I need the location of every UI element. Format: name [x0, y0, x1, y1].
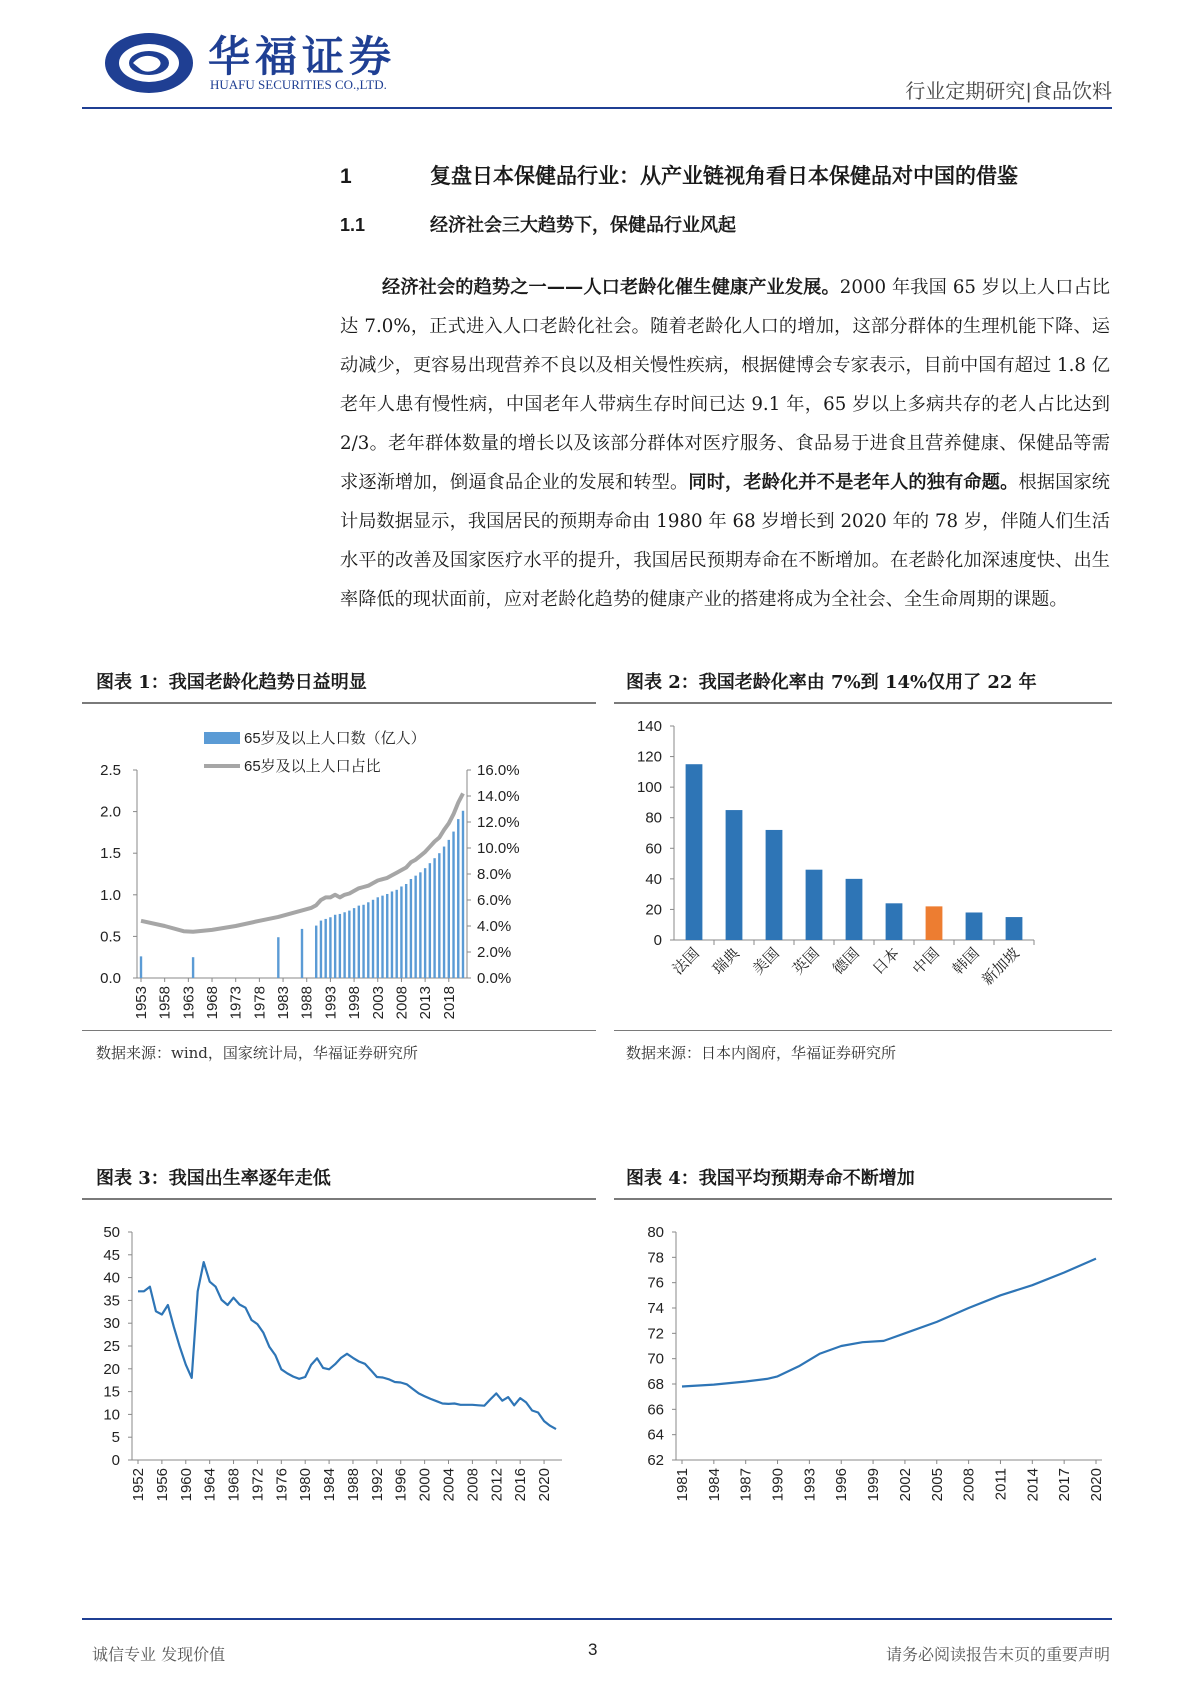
bar-8 [966, 912, 983, 940]
x-tick-label: 2004 [440, 1468, 458, 1502]
x-tick-label: 1972 [249, 1468, 267, 1502]
y-tick-label-left: 1.5 [100, 845, 121, 863]
x-tick-label: 德国 [829, 944, 863, 979]
x-tick-label: 1996 [392, 1468, 410, 1502]
legend-swatch-bars [204, 732, 240, 744]
page-header [0, 0, 1190, 115]
footer-disclaimer: 请务必阅读报告末页的重要声明 [885, 1645, 1110, 1664]
x-tick-label: 中国 [909, 944, 943, 979]
x-tick-label: 1983 [275, 986, 293, 1020]
y-tick-label: 5 [111, 1429, 120, 1447]
x-tick-label: 2002 [896, 1468, 914, 1502]
bar-7 [926, 906, 943, 940]
y-tick-label: 66 [647, 1401, 664, 1419]
x-tick-label: 1968 [204, 986, 222, 1020]
y-tick-label-left: 2.5 [100, 762, 121, 779]
footer-divider [82, 1618, 1112, 1620]
x-tick-label: 2011 [992, 1468, 1010, 1501]
bar-population-65plus [429, 863, 431, 978]
bar-population-65plus [353, 908, 355, 978]
x-tick-label: 新加坡 [978, 944, 1023, 989]
y-tick-label: 20 [645, 901, 662, 919]
figure-2-bottom-rule [614, 1030, 1112, 1031]
x-tick-label: 瑞典 [709, 944, 743, 979]
y-tick-label: 72 [647, 1325, 664, 1343]
bar-population-65plus [400, 886, 402, 978]
figure-3-top-rule [82, 1198, 596, 1200]
y-tick-label: 80 [645, 809, 662, 827]
y-tick-label-left: 0.0 [100, 970, 121, 987]
x-tick-label: 1953 [133, 986, 150, 1020]
data-line [138, 1262, 556, 1429]
x-tick-label: 日本 [869, 944, 903, 979]
bar-population-65plus [414, 876, 416, 978]
bar-population-65plus [329, 917, 331, 978]
bar-population-65plus [277, 937, 279, 978]
x-tick-label: 1993 [801, 1468, 819, 1502]
bar-population-65plus [405, 884, 407, 978]
bar-population-65plus [396, 890, 398, 978]
figure-3-chart [82, 1204, 596, 1574]
x-tick-label: 2020 [1088, 1468, 1105, 1502]
y-tick-label: 40 [103, 1269, 120, 1287]
bar-population-65plus [320, 921, 322, 978]
y-tick-label: 80 [647, 1224, 664, 1241]
x-tick-label: 1980 [297, 1468, 315, 1502]
x-tick-label: 1963 [180, 986, 198, 1020]
footer-slogan: 诚信专业 发现价值 [92, 1645, 226, 1664]
company-name-cn: 华福证券 [208, 32, 397, 81]
bar-population-65plus [386, 894, 388, 978]
bar-population-65plus [462, 811, 464, 978]
bar-population-65plus [419, 872, 421, 978]
bar-population-65plus [362, 905, 364, 978]
figure-1-bottom-rule [82, 1030, 596, 1031]
y-tick-label: 30 [103, 1315, 120, 1333]
y-tick-label: 140 [636, 718, 662, 735]
y-tick-label: 64 [647, 1426, 664, 1444]
bar-population-65plus [343, 912, 345, 978]
bar-population-65plus [448, 840, 450, 978]
bar-population-65plus [433, 858, 435, 978]
x-tick-label: 2005 [928, 1468, 946, 1502]
bar-population-65plus [339, 914, 341, 978]
x-tick-label: 1964 [201, 1468, 219, 1502]
bar-population-65plus [410, 879, 412, 978]
x-tick-label: 2014 [1024, 1468, 1042, 1502]
y-tick-label: 15 [103, 1383, 120, 1401]
y-tick-label: 120 [636, 748, 662, 766]
figure-3-title: 图表 3：我国出生率逐年走低 [96, 1168, 331, 1189]
x-tick-label: 1981 [674, 1468, 691, 1502]
figure-1-title: 图表 1：我国老龄化趋势日益明显 [96, 672, 367, 693]
bar-population-65plus [424, 868, 426, 978]
y-tick-label-left: 1.0 [100, 886, 121, 904]
y-tick-label: 25 [103, 1338, 120, 1355]
figure-1-chart [82, 708, 596, 1028]
bar-population-65plus [192, 957, 194, 978]
y-tick-label: 50 [103, 1224, 120, 1241]
y-tick-label-left: 0.5 [100, 928, 121, 946]
report-category: 行业定期研究|食品饮料 [905, 79, 1112, 103]
x-tick-label: 1988 [344, 1468, 362, 1502]
header-divider [82, 107, 1112, 109]
x-tick-label: 2020 [536, 1468, 554, 1502]
figure-4-chart [614, 1204, 1112, 1574]
x-tick-label: 韩国 [949, 944, 983, 979]
section-heading [340, 160, 1018, 190]
bar-3 [766, 830, 783, 940]
y-tick-label: 0 [653, 932, 662, 949]
paragraph-text-1: 2000 年我国 65 岁以上人口占比达 7.0%，正式进入人口老龄化社会。随着老龄化人口的增加，这部分群体的生理机能下降、运动减少，更容易出现营养不良以及相关慢性疾病，根据健博会专家表示，目前中国有超过 1.8 亿老年人患有慢性病，中国老年人带病生存时间已达 9.1 年，65 岁以上多病共存的老人占比达到 2/3。老年群体数量的增长以及该部分群体对医疗服务、食品易于进食且营养健康、保健品等需求逐渐增加，倒逼食品企业的发展和转型。 [340, 277, 1110, 493]
figure-2 [614, 664, 1112, 1064]
figure-1-source: 数据来源：wind，国家统计局，华福证券研究所 [96, 1044, 418, 1062]
y-tick-label-left: 2.0 [100, 803, 121, 821]
bar-population-65plus [377, 897, 379, 978]
bar-population-65plus [348, 911, 350, 978]
x-tick-label: 1968 [225, 1468, 243, 1502]
x-tick-label: 1999 [865, 1468, 883, 1502]
figure-1-top-rule [82, 702, 596, 704]
y-tick-label: 68 [647, 1376, 664, 1393]
x-tick-label: 2012 [488, 1468, 506, 1502]
x-tick-label: 2000 [416, 1468, 434, 1502]
x-tick-label: 1990 [769, 1468, 787, 1502]
y-tick-label-right: 8.0% [477, 866, 512, 883]
bar-1 [686, 764, 703, 940]
bar-9 [1006, 917, 1023, 940]
bar-population-65plus [381, 896, 383, 978]
section-title: 复盘日本保健品行业：从产业链视角看日本保健品对中国的借鉴 [430, 163, 1018, 188]
y-tick-label-right: 10.0% [477, 840, 520, 857]
figure-2-top-rule [614, 702, 1112, 704]
y-tick-label: 45 [103, 1246, 120, 1264]
y-tick-label: 62 [647, 1452, 664, 1469]
body-paragraph [340, 268, 1110, 619]
x-tick-label: 1984 [705, 1468, 723, 1502]
legend-label-bars: 65岁及以上人口数（亿人） [244, 730, 426, 747]
bar-population-65plus [140, 956, 142, 978]
page-number: 3 [588, 1640, 598, 1659]
x-tick-label: 1988 [298, 986, 316, 1020]
company-logo-icon [103, 30, 195, 96]
x-tick-label: 美国 [749, 944, 783, 979]
bar-population-65plus [452, 832, 454, 978]
x-tick-label: 2008 [960, 1468, 978, 1502]
x-tick-label: 2008 [464, 1468, 482, 1502]
data-line [682, 1259, 1096, 1387]
x-tick-label: 2003 [369, 986, 387, 1020]
x-tick-label: 1960 [177, 1468, 195, 1502]
x-tick-label: 1958 [156, 986, 174, 1020]
x-tick-label: 1987 [737, 1468, 755, 1502]
bar-population-65plus [372, 900, 374, 978]
x-tick-label: 1984 [321, 1468, 339, 1502]
x-tick-label: 法国 [669, 944, 703, 979]
x-tick-label: 1973 [227, 986, 245, 1020]
y-tick-label-right: 6.0% [477, 892, 512, 909]
bar-population-65plus [367, 902, 369, 978]
bar-4 [806, 870, 823, 940]
x-tick-label: 2008 [393, 986, 411, 1020]
paragraph-text-2: 根据国家统计局数据显示，我国居民的预期寿命由 1980 年 68 岁增长到 2020 年的 78 岁，伴随人们生活水平的改善及国家医疗水平的提升，我国居民预期寿命在不断增加。在老龄化加深速度快、出生率降低的现状面前，应对老龄化趋势的健康产业的搭建将成为全社会、全生命周期的课题。 [340, 472, 1110, 610]
figure-4 [614, 1160, 1112, 1580]
x-tick-label: 2017 [1056, 1468, 1074, 1502]
bar-population-65plus [315, 926, 317, 978]
y-tick-label-right: 16.0% [477, 762, 520, 779]
company-name-en: HUAFU SECURITIES CO.,LTD. [210, 77, 387, 92]
lead-bold-text: 经济社会的趋势之一——人口老龄化催生健康产业发展。 [382, 277, 840, 298]
bar-population-65plus [438, 853, 440, 978]
x-tick-label: 1992 [368, 1468, 386, 1502]
x-tick-label: 1998 [346, 986, 364, 1020]
bar-5 [846, 879, 863, 940]
x-tick-label: 1956 [153, 1468, 171, 1502]
figure-1 [82, 664, 596, 1064]
y-tick-label: 60 [645, 840, 662, 858]
y-tick-label: 100 [636, 779, 662, 797]
x-tick-label: 2016 [512, 1468, 530, 1502]
x-tick-label: 2013 [417, 986, 435, 1020]
x-tick-label: 2018 [440, 986, 458, 1020]
y-tick-label: 0 [111, 1452, 120, 1469]
y-tick-label: 74 [647, 1300, 664, 1317]
section-number: 1 [340, 165, 352, 188]
y-tick-label: 40 [645, 870, 662, 888]
mid-bold-text: 同时，老龄化并不是老年人的独有命题。 [688, 472, 1019, 493]
y-tick-label-right: 14.0% [477, 788, 520, 805]
x-tick-label: 1978 [251, 986, 269, 1020]
x-tick-label: 1976 [273, 1468, 291, 1502]
bar-6 [886, 903, 903, 940]
bar-population-65plus [334, 915, 336, 978]
bar-2 [726, 810, 743, 940]
subsection-number: 1.1 [340, 215, 366, 235]
y-tick-label-right: 0.0% [477, 970, 512, 987]
subsection-title: 经济社会三大趋势下，保健品行业风起 [430, 215, 736, 236]
x-tick-label: 英国 [789, 944, 823, 979]
bar-population-65plus [358, 906, 360, 978]
y-tick-label: 70 [647, 1350, 664, 1368]
y-tick-label-right: 4.0% [477, 918, 512, 935]
figure-2-chart [614, 708, 1112, 1028]
figure-3 [82, 1160, 596, 1580]
x-tick-label: 1996 [833, 1468, 851, 1502]
figure-2-source: 数据来源：日本内阁府，华福证券研究所 [626, 1044, 897, 1062]
bar-population-65plus [391, 891, 393, 978]
y-tick-label: 78 [647, 1249, 664, 1267]
y-tick-label: 76 [647, 1274, 664, 1292]
bar-population-65plus [301, 929, 303, 978]
y-tick-label: 20 [103, 1360, 120, 1378]
subsection-heading [340, 211, 736, 237]
legend-label-line: 65岁及以上人口占比 [244, 758, 381, 775]
y-tick-label: 35 [103, 1292, 120, 1310]
bar-population-65plus [443, 847, 445, 978]
bar-population-65plus [324, 919, 326, 978]
x-tick-label: 1993 [322, 986, 340, 1020]
y-tick-label-right: 2.0% [477, 944, 512, 961]
figure-4-title: 图表 4：我国平均预期寿命不断增加 [626, 1168, 915, 1189]
y-tick-label-right: 12.0% [477, 814, 520, 831]
bar-population-65plus [457, 819, 459, 978]
figure-4-top-rule [614, 1198, 1112, 1200]
figure-2-title: 图表 2：我国老龄化率由 7%到 14%仅用了 22 年 [626, 672, 1037, 693]
y-tick-label: 10 [103, 1406, 120, 1424]
x-tick-label: 1952 [130, 1468, 147, 1502]
